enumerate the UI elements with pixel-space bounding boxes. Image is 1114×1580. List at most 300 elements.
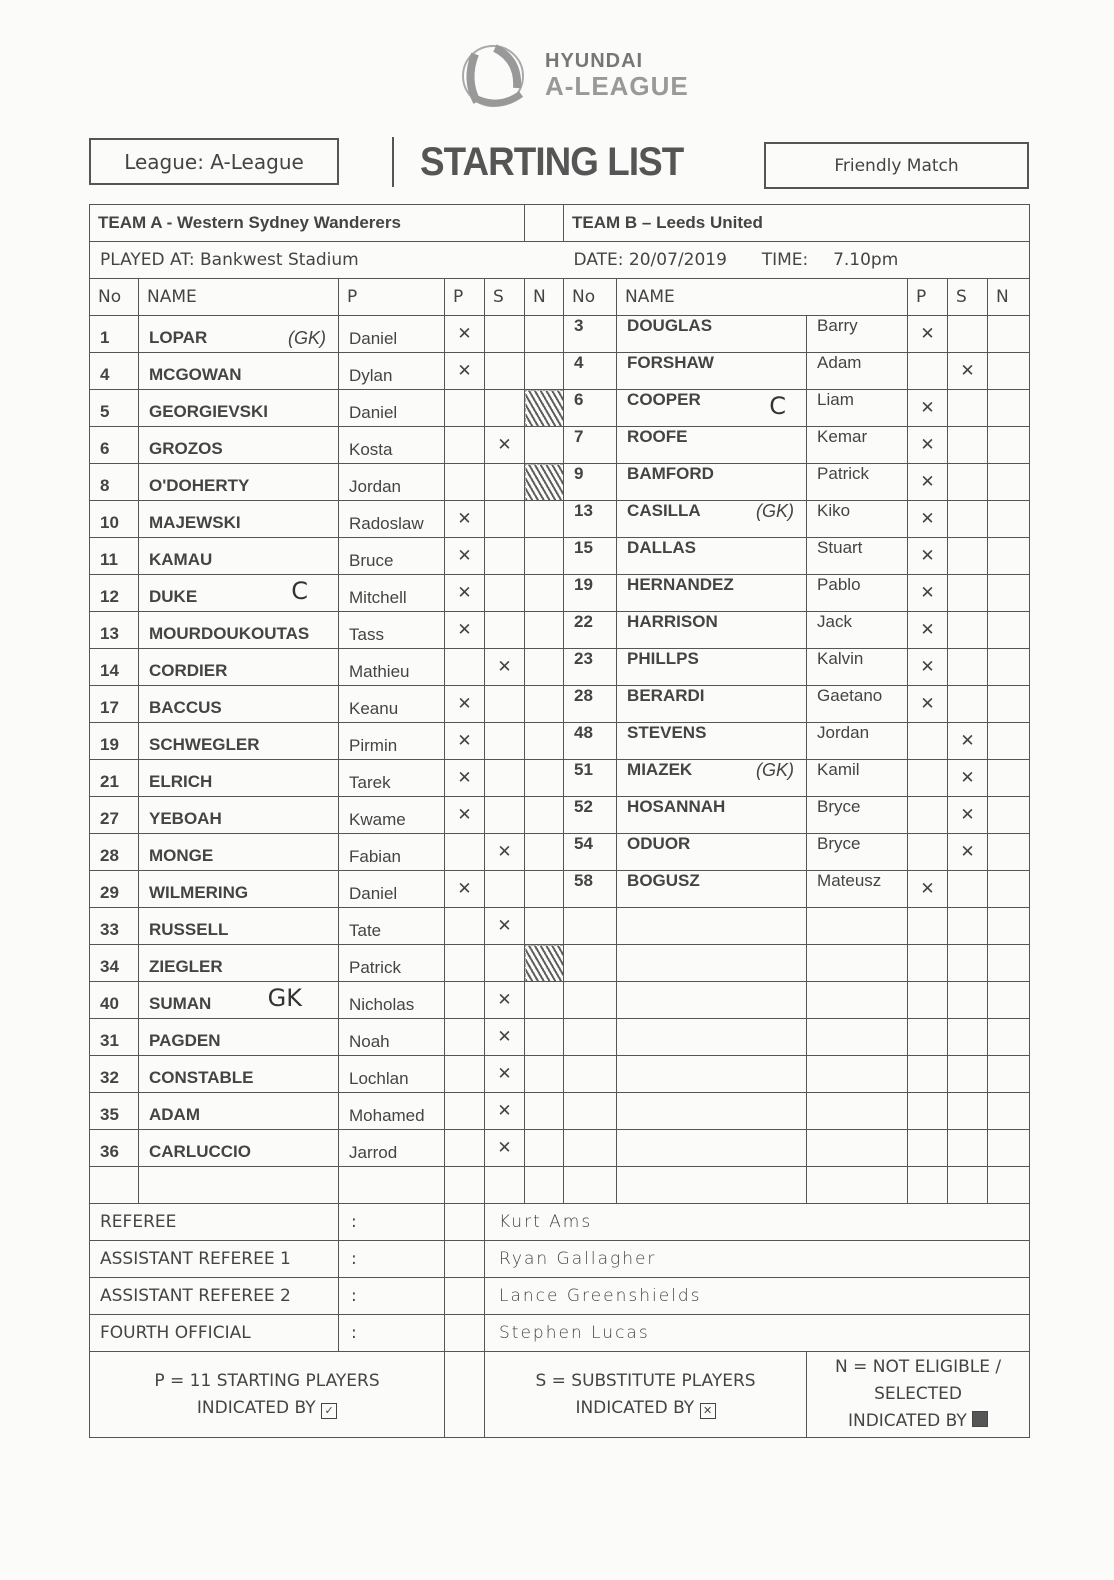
team-b-player-surname: [617, 538, 807, 575]
cross-mark-icon: ✕: [920, 546, 935, 566]
team-b-player-firstname: Kemar: [807, 427, 908, 464]
status-s-cell[interactable]: [948, 1056, 988, 1093]
status-p-cell[interactable]: [908, 908, 948, 945]
status-n-cell[interactable]: [525, 1019, 564, 1056]
status-p-cell[interactable]: [445, 501, 485, 538]
status-s-cell[interactable]: [485, 1167, 525, 1204]
team-a-player-firstname: Dylan: [339, 353, 445, 390]
status-p-cell[interactable]: [445, 575, 485, 612]
goalkeeper-tag: (GK): [288, 328, 326, 348]
legend-row: [90, 1352, 1030, 1438]
team-b-player-firstname: Bryce: [807, 797, 908, 834]
team-a-player-number: 19: [90, 723, 139, 760]
status-s-cell[interactable]: [485, 908, 525, 945]
cross-mark-icon: ✕: [920, 583, 935, 603]
surname-text: BACCUS: [149, 698, 222, 717]
team-a-player-number: 4: [90, 353, 139, 390]
team-b-player-surname: [617, 316, 807, 353]
cross-mark-icon: ✕: [920, 657, 935, 677]
status-s-cell[interactable]: [948, 723, 988, 760]
status-n-cell[interactable]: [988, 686, 1030, 723]
col-b-n: N: [988, 279, 1030, 316]
surname-text: ADAM: [149, 1105, 200, 1124]
official-gap-cell: [445, 1278, 485, 1315]
status-s-cell[interactable]: [948, 760, 988, 797]
player-row: [90, 575, 1030, 612]
status-s-cell[interactable]: [485, 945, 525, 982]
status-s-cell[interactable]: [485, 797, 525, 834]
team-a-player-firstname: Daniel: [339, 390, 445, 427]
cross-mark-icon: ✕: [497, 990, 512, 1010]
status-p-cell[interactable]: [908, 797, 948, 834]
colon-text: :: [351, 1323, 357, 1343]
cross-mark-icon: ✕: [457, 509, 472, 529]
team-b-player-number: 6: [564, 390, 617, 427]
header-divider: [392, 137, 394, 187]
status-n-cell[interactable]: [988, 760, 1030, 797]
team-a-player-surname: [139, 1019, 339, 1056]
status-p-cell[interactable]: [908, 982, 948, 1019]
checkbox-checked-icon: ✓: [321, 1403, 337, 1419]
status-s-cell[interactable]: [948, 538, 988, 575]
status-n-cell[interactable]: [525, 501, 564, 538]
status-p-cell[interactable]: [445, 797, 485, 834]
status-n-cell[interactable]: [988, 612, 1030, 649]
status-p-cell[interactable]: [445, 649, 485, 686]
status-s-cell[interactable]: [485, 390, 525, 427]
team-a-player-surname: [139, 464, 339, 501]
status-s-cell[interactable]: [948, 353, 988, 390]
team-b-player-firstname: Jack: [807, 612, 908, 649]
cross-mark-icon: ✕: [920, 694, 935, 714]
status-n-cell[interactable]: [988, 1056, 1030, 1093]
team-b-player-number: 22: [564, 612, 617, 649]
surname-text: DUKE: [149, 587, 198, 606]
status-s-cell[interactable]: [485, 538, 525, 575]
team-a-player-surname: [139, 575, 339, 612]
surname-text: BAMFORD: [627, 464, 714, 483]
team-b-player-firstname: Stuart: [807, 538, 908, 575]
col-a-p: P: [445, 279, 485, 316]
team-b-player-number: [564, 1130, 617, 1167]
status-s-cell[interactable]: [485, 871, 525, 908]
surname-text: DALLAS: [627, 538, 696, 557]
player-row: [90, 501, 1030, 538]
status-n-cell[interactable]: [988, 1167, 1030, 1204]
status-p-cell[interactable]: [445, 1019, 485, 1056]
status-n-cell[interactable]: [988, 945, 1030, 982]
surname-text: FORSHAW: [627, 353, 714, 372]
status-n-cell[interactable]: [525, 427, 564, 464]
not-eligible-shaded-cell[interactable]: [525, 464, 564, 501]
goalkeeper-tag: (GK): [756, 501, 795, 521]
team-a-player-firstname: Kwame: [339, 797, 445, 834]
surname-text: STEVENS: [627, 723, 707, 742]
status-s-cell[interactable]: [485, 612, 525, 649]
colon-text: :: [351, 1286, 357, 1306]
team-b-player-number: [564, 908, 617, 945]
status-n-cell[interactable]: [988, 501, 1030, 538]
status-n-cell[interactable]: [988, 982, 1030, 1019]
team-b-player-surname: [617, 575, 807, 612]
team-a-player-number: 21: [90, 760, 139, 797]
time-label: TIME:: [761, 250, 809, 270]
team-b-name: TEAM B – Leeds United: [564, 205, 1030, 242]
status-n-cell[interactable]: [525, 834, 564, 871]
status-s-cell[interactable]: [948, 945, 988, 982]
team-a-player-number: 13: [90, 612, 139, 649]
status-n-cell[interactable]: [988, 1019, 1030, 1056]
status-p-cell[interactable]: [908, 1130, 948, 1167]
status-p-cell[interactable]: [908, 834, 948, 871]
team-a-player-surname: [139, 945, 339, 982]
surname-text: COOPER: [627, 390, 701, 409]
status-p-cell[interactable]: [445, 1167, 485, 1204]
team-b-player-number: 13: [564, 501, 617, 538]
status-p-cell[interactable]: [908, 575, 948, 612]
surname-text: RUSSELL: [149, 920, 229, 939]
team-a-player-surname: [139, 834, 339, 871]
status-n-cell[interactable]: [988, 871, 1030, 908]
checkbox-crossed-icon: ✕: [700, 1403, 716, 1419]
team-b-player-surname: [617, 1019, 807, 1056]
cross-mark-icon: ✕: [497, 1101, 512, 1121]
surname-text: MCGOWAN: [149, 365, 242, 384]
status-s-cell[interactable]: [948, 834, 988, 871]
status-s-cell[interactable]: [485, 834, 525, 871]
team-b-player-firstname: Kiko: [807, 501, 908, 538]
status-p-cell[interactable]: [908, 945, 948, 982]
starting-list-table: [89, 204, 1030, 1438]
team-a-player-surname: [139, 612, 339, 649]
official-colon-cell: [339, 1241, 445, 1278]
status-n-cell[interactable]: [525, 538, 564, 575]
team-a-player-surname: [139, 353, 339, 390]
status-s-cell[interactable]: [948, 686, 988, 723]
col-a-n: N: [525, 279, 564, 316]
status-s-cell[interactable]: [948, 1019, 988, 1056]
status-n-cell[interactable]: [525, 649, 564, 686]
status-s-cell[interactable]: [485, 1019, 525, 1056]
league-box: League: A-League: [89, 138, 339, 185]
status-n-cell[interactable]: [988, 1130, 1030, 1167]
status-n-cell[interactable]: [525, 316, 564, 353]
status-s-cell[interactable]: [948, 1167, 988, 1204]
status-p-cell[interactable]: [445, 427, 485, 464]
legend-p-text: P = 11 STARTING PLAYERS: [154, 1370, 380, 1391]
team-a-player-surname: [139, 427, 339, 464]
status-s-cell[interactable]: [485, 686, 525, 723]
col-a-name: NAME: [139, 279, 339, 316]
team-a-player-surname: [139, 908, 339, 945]
captain-mark: C: [291, 577, 308, 605]
team-a-player-surname: [139, 316, 339, 353]
status-s-cell[interactable]: [948, 427, 988, 464]
team-a-player-number: 6: [90, 427, 139, 464]
status-n-cell[interactable]: [525, 1130, 564, 1167]
status-p-cell[interactable]: [908, 1167, 948, 1204]
player-row: [90, 686, 1030, 723]
official-row: [90, 1204, 1030, 1241]
status-s-cell[interactable]: [485, 1093, 525, 1130]
status-n-cell[interactable]: [988, 575, 1030, 612]
team-a-player-surname: [139, 1130, 339, 1167]
status-p-cell[interactable]: [908, 1019, 948, 1056]
status-n-cell[interactable]: [988, 723, 1030, 760]
status-s-cell[interactable]: [948, 316, 988, 353]
status-s-cell[interactable]: [485, 1056, 525, 1093]
status-p-cell[interactable]: [445, 353, 485, 390]
team-b-player-number: 23: [564, 649, 617, 686]
status-s-cell[interactable]: [485, 1130, 525, 1167]
status-s-cell[interactable]: [948, 1130, 988, 1167]
status-n-cell[interactable]: [525, 797, 564, 834]
status-n-cell[interactable]: [988, 1093, 1030, 1130]
status-s-cell[interactable]: [948, 612, 988, 649]
status-s-cell[interactable]: [948, 982, 988, 1019]
team-a-player-surname: [139, 686, 339, 723]
status-n-cell[interactable]: [988, 797, 1030, 834]
status-p-cell[interactable]: [908, 686, 948, 723]
surname-text: HOSANNAH: [627, 797, 726, 816]
status-s-cell[interactable]: [948, 908, 988, 945]
status-p-cell[interactable]: [908, 871, 948, 908]
surname-text: CARLUCCIO: [149, 1142, 251, 1161]
status-n-cell[interactable]: [988, 834, 1030, 871]
status-n-cell[interactable]: [988, 649, 1030, 686]
status-n-cell[interactable]: [525, 353, 564, 390]
status-s-cell[interactable]: [485, 649, 525, 686]
status-p-cell[interactable]: [908, 501, 948, 538]
team-a-player-firstname: Keanu: [339, 686, 445, 723]
status-n-cell[interactable]: [988, 464, 1030, 501]
cross-mark-icon: ✕: [920, 398, 935, 418]
status-s-cell[interactable]: [485, 353, 525, 390]
team-b-player-number: 28: [564, 686, 617, 723]
team-b-player-surname: [617, 501, 807, 538]
team-a-player-firstname: Mohamed: [339, 1093, 445, 1130]
status-s-cell[interactable]: [948, 464, 988, 501]
cross-mark-icon: ✕: [457, 731, 472, 751]
team-b-player-number: [564, 1019, 617, 1056]
team-b-player-firstname: Pablo: [807, 575, 908, 612]
player-row: [90, 353, 1030, 390]
status-s-cell[interactable]: [485, 316, 525, 353]
cross-mark-icon: ✕: [497, 1138, 512, 1158]
status-s-cell[interactable]: [485, 427, 525, 464]
status-s-cell[interactable]: [485, 501, 525, 538]
team-b-player-surname: [617, 1093, 807, 1130]
team-a-player-firstname: [339, 1167, 445, 1204]
status-p-cell[interactable]: [445, 464, 485, 501]
player-row: [90, 1167, 1030, 1204]
cross-mark-icon: ✕: [960, 731, 975, 751]
match-type-box: Friendly Match: [764, 142, 1029, 189]
not-eligible-shaded-cell[interactable]: [525, 390, 564, 427]
official-role: ASSISTANT REFEREE 1: [90, 1241, 339, 1278]
status-n-cell[interactable]: [988, 538, 1030, 575]
status-n-cell[interactable]: [525, 575, 564, 612]
team-a-player-firstname: Mathieu: [339, 649, 445, 686]
team-a-player-firstname: Bruce: [339, 538, 445, 575]
status-s-cell[interactable]: [948, 649, 988, 686]
played-at: PLAYED AT: Bankwest Stadium: [90, 242, 564, 279]
official-name: Stephen Lucas: [485, 1315, 1030, 1352]
team-a-player-number: 34: [90, 945, 139, 982]
status-p-cell[interactable]: [445, 686, 485, 723]
status-n-cell[interactable]: [525, 723, 564, 760]
status-n-cell[interactable]: [988, 390, 1030, 427]
status-n-cell[interactable]: [525, 1093, 564, 1130]
cross-mark-icon: ✕: [497, 916, 512, 936]
team-b-player-number: 9: [564, 464, 617, 501]
team-a-player-number: 17: [90, 686, 139, 723]
team-b-player-number: 15: [564, 538, 617, 575]
not-eligible-shaded-cell[interactable]: [525, 945, 564, 982]
status-s-cell[interactable]: [948, 390, 988, 427]
status-s-cell[interactable]: [948, 1093, 988, 1130]
surname-text: PAGDEN: [149, 1031, 221, 1050]
status-p-cell[interactable]: [445, 982, 485, 1019]
player-row: [90, 871, 1030, 908]
status-p-cell[interactable]: [445, 1130, 485, 1167]
col-a-firstname: P: [339, 279, 445, 316]
status-p-cell[interactable]: [445, 760, 485, 797]
legend-substitute-players: [485, 1352, 807, 1438]
team-a-player-firstname: Fabian: [339, 834, 445, 871]
status-p-cell[interactable]: [445, 834, 485, 871]
surname-text: BOGUSZ: [627, 871, 700, 890]
page-title: STARTING LIST: [420, 140, 684, 184]
team-b-player-firstname: Kalvin: [807, 649, 908, 686]
status-s-cell[interactable]: [948, 797, 988, 834]
status-n-cell[interactable]: [525, 1056, 564, 1093]
cross-mark-icon: ✕: [457, 620, 472, 640]
team-a-player-firstname: Jordan: [339, 464, 445, 501]
team-b-player-firstname: Liam: [807, 390, 908, 427]
status-n-cell[interactable]: [525, 908, 564, 945]
team-a-player-firstname: Patrick: [339, 945, 445, 982]
surname-text: CASILLA: [627, 501, 701, 520]
team-a-player-number: 27: [90, 797, 139, 834]
status-p-cell[interactable]: [908, 649, 948, 686]
status-p-cell[interactable]: [445, 945, 485, 982]
legend-s-indicator: [485, 1395, 806, 1422]
status-p-cell[interactable]: [908, 723, 948, 760]
team-b-player-number: 4: [564, 353, 617, 390]
cross-mark-icon: ✕: [457, 805, 472, 825]
status-n-cell[interactable]: [988, 427, 1030, 464]
status-p-cell[interactable]: [445, 1056, 485, 1093]
player-row: [90, 464, 1030, 501]
cross-mark-icon: ✕: [497, 1064, 512, 1084]
surname-text: WILMERING: [149, 883, 249, 902]
surname-text: LOPAR: [149, 328, 208, 347]
status-p-cell[interactable]: [445, 316, 485, 353]
player-row: [90, 612, 1030, 649]
status-p-cell[interactable]: [908, 427, 948, 464]
team-a-player-firstname: Mitchell: [339, 575, 445, 612]
status-s-cell[interactable]: [948, 575, 988, 612]
cross-mark-icon: ✕: [920, 472, 935, 492]
team-a-player-surname: [139, 871, 339, 908]
team-b-player-surname: [617, 1056, 807, 1093]
status-n-cell[interactable]: [525, 871, 564, 908]
team-b-player-surname: [617, 908, 807, 945]
team-b-player-firstname: Barry: [807, 316, 908, 353]
captain-mark: C: [769, 392, 787, 420]
player-row: [90, 390, 1030, 427]
status-n-cell[interactable]: [525, 982, 564, 1019]
status-p-cell[interactable]: [908, 464, 948, 501]
cross-mark-icon: ✕: [920, 879, 935, 899]
player-row: [90, 1093, 1030, 1130]
status-p-cell[interactable]: [908, 353, 948, 390]
team-a-player-number: 31: [90, 1019, 139, 1056]
status-p-cell[interactable]: [445, 538, 485, 575]
status-n-cell[interactable]: [525, 686, 564, 723]
team-a-player-surname: [139, 649, 339, 686]
col-a-s: S: [485, 279, 525, 316]
status-n-cell[interactable]: [525, 760, 564, 797]
status-p-cell[interactable]: [445, 871, 485, 908]
status-p-cell[interactable]: [445, 1093, 485, 1130]
status-p-cell[interactable]: [908, 316, 948, 353]
team-a-player-number: 36: [90, 1130, 139, 1167]
cross-mark-icon: ✕: [497, 657, 512, 677]
cross-mark-icon: ✕: [960, 805, 975, 825]
status-n-cell[interactable]: [988, 353, 1030, 390]
status-p-cell[interactable]: [908, 1056, 948, 1093]
status-p-cell[interactable]: [908, 1093, 948, 1130]
status-p-cell[interactable]: [908, 760, 948, 797]
cross-mark-icon: ✕: [457, 768, 472, 788]
status-s-cell[interactable]: [948, 501, 988, 538]
surname-text: ROOFE: [627, 427, 688, 446]
status-n-cell[interactable]: [525, 1167, 564, 1204]
status-s-cell[interactable]: [485, 760, 525, 797]
surname-text: YEBOAH: [149, 809, 222, 828]
status-p-cell[interactable]: [908, 390, 948, 427]
status-p-cell[interactable]: [908, 538, 948, 575]
status-n-cell[interactable]: [525, 612, 564, 649]
status-n-cell[interactable]: [988, 908, 1030, 945]
status-p-cell[interactable]: [445, 612, 485, 649]
team-a-player-surname: [139, 723, 339, 760]
status-p-cell[interactable]: [445, 723, 485, 760]
status-s-cell[interactable]: [948, 871, 988, 908]
status-n-cell[interactable]: [988, 316, 1030, 353]
status-s-cell[interactable]: [485, 464, 525, 501]
official-name: Kurt Ams: [485, 1204, 1030, 1241]
status-s-cell[interactable]: [485, 982, 525, 1019]
surname-text: BERARDI: [627, 686, 705, 705]
official-gap-cell: [445, 1315, 485, 1352]
official-row: [90, 1315, 1030, 1352]
status-s-cell[interactable]: [485, 575, 525, 612]
status-p-cell[interactable]: [445, 908, 485, 945]
cross-mark-icon: ✕: [497, 435, 512, 455]
surname-text: ODUOR: [627, 834, 691, 853]
team-b-player-firstname: Kamil: [807, 760, 908, 797]
status-p-cell[interactable]: [908, 612, 948, 649]
surname-text: CONSTABLE: [149, 1068, 254, 1087]
status-s-cell[interactable]: [485, 723, 525, 760]
team-a-player-number: 29: [90, 871, 139, 908]
team-a-player-number: 32: [90, 1056, 139, 1093]
indicated-by-text: INDICATED BY: [575, 1397, 695, 1418]
status-p-cell[interactable]: [445, 390, 485, 427]
